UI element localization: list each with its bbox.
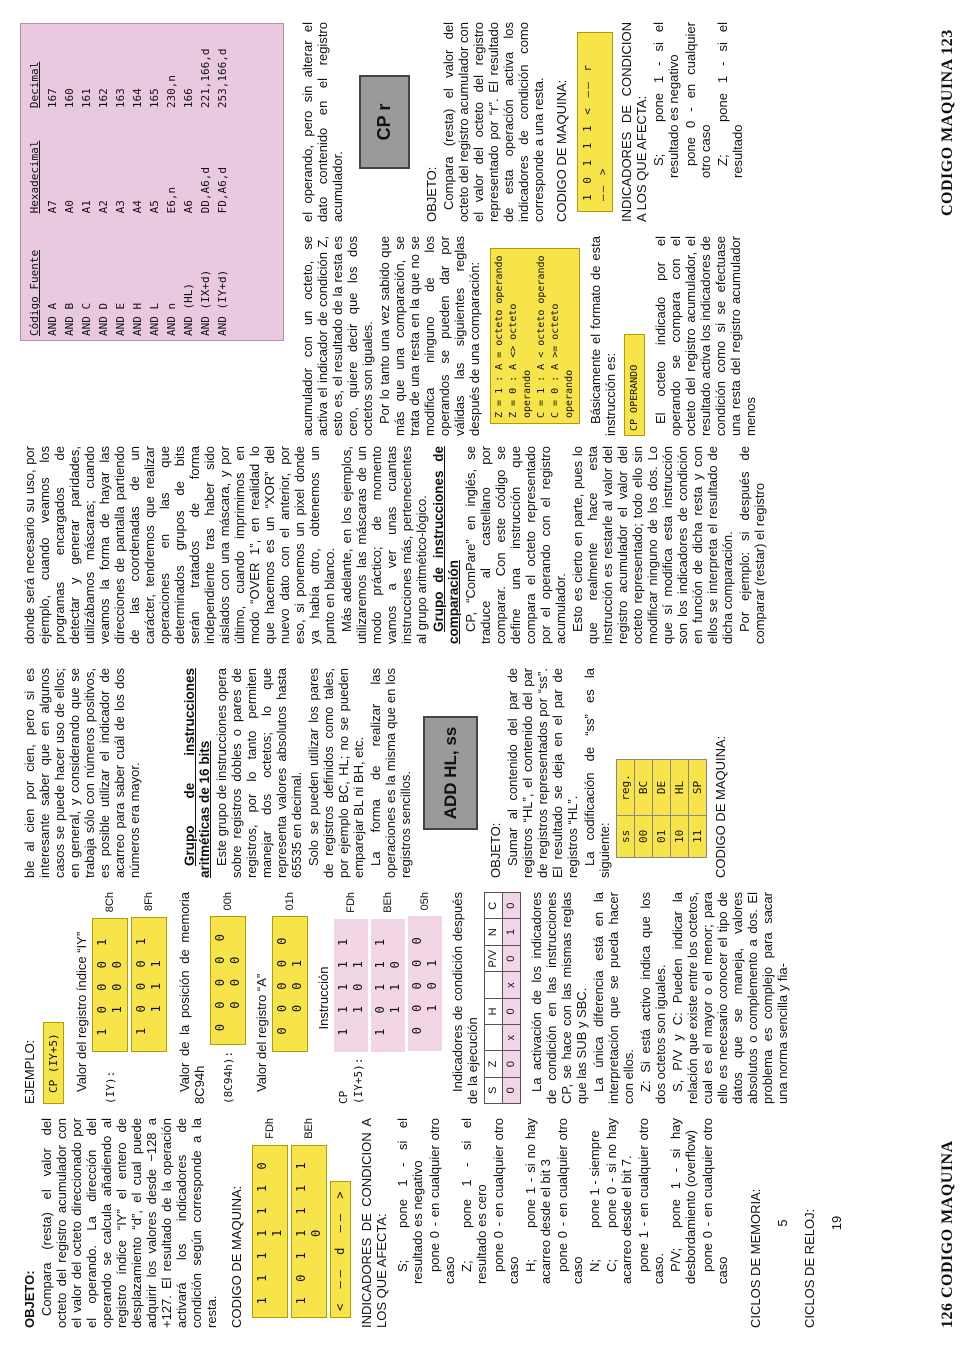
table-row (44, 24, 61, 340)
flag-text: pone 1 - si el resultado es cero (459, 1118, 489, 1284)
text-p3: Z: Si está activo indica que los dos octetos son iguales. (638, 892, 668, 1104)
ciclos-memoria-value: 5 (775, 1219, 790, 1227)
table-row (95, 24, 112, 340)
text-p3: Solo se pueden utilizar los pares de registros definidos como tales, por ejemplo BC, HL; no se pueden emparejar BL ni BH, etc. (306, 668, 366, 878)
table-cell: 167 (46, 88, 59, 109)
text-p4: S, P/V y C: Pueden indicar la relación que existe entre los octetos, cual es el mayor o el menor; para ello es necesario conocer el tipo de datos que se maneja, valores absolutos o complemento a dos. El problema es complejo para sacar una norma sencilla y fia- (670, 892, 790, 1104)
text-p2: Por lo tanto una vez sabido que más que una comparación, se trata de una resta en la que no se modifica ninguno de los operandos se pueden dar por válidas las siguientes reglas después de una comparación: (377, 236, 482, 436)
table-row (214, 24, 231, 340)
ss-code: 01 (653, 815, 671, 857)
flag-text: pone 1 - si no hay acarreo desde el bit 3 (523, 1118, 553, 1284)
flag-key: Z; (715, 154, 730, 166)
a-byte: 0 0 0 0 0 0 0 1 (272, 916, 308, 1051)
table-cell: FD,A6,d (216, 167, 229, 214)
table-cell: AND A (46, 302, 59, 336)
flag-key: P/V; (668, 1247, 683, 1272)
a-text: Valor del registro “A” (254, 973, 269, 1092)
iy-text: Valor del registro índice “IY” (74, 931, 89, 1092)
table-row (61, 24, 78, 340)
code-byte-1: 1 1 1 1 1 1 0 1 (252, 1145, 288, 1318)
table-row (78, 24, 95, 340)
ins-byte-1: 1 1 1 1 1 1 0 1 (334, 919, 368, 1052)
text-p4: La forma de realizar las operaciones es la misma que en los registros sencillos. (368, 668, 413, 878)
table-cell: A3 (114, 200, 127, 214)
mem-hex: 00h (221, 892, 234, 911)
cp-r-label: CP r (359, 75, 410, 169)
table-cell: AND (IX+d) (199, 269, 212, 336)
rule-line: C = 1 : A < octeto operando (536, 255, 547, 418)
text-p3: Básicamente el formato de esta instrucción es: (588, 236, 618, 436)
left-column-1 (22, 1118, 856, 1328)
flags-table (484, 892, 521, 1104)
ins-label: CP (IY+5): (337, 1057, 365, 1104)
table-cell: 162 (97, 88, 110, 109)
code-byte-2: 1 0 1 1 1 1 1 0 (291, 1145, 327, 1318)
codigo-title: CODIGO DE MAQUINA: (713, 735, 728, 878)
ejemplo-instruction: CP (IY+5) (43, 1022, 64, 1104)
flag-head: N (485, 919, 503, 945)
objeto-title: OBJETO: (424, 166, 439, 222)
table-header: Decimal (28, 61, 41, 109)
text-p5: Sumar al contenido del par de registros “HL”, el contenido del par de registros representados por “ss”. El resultado se deja en el par de registros “HL”. (505, 668, 580, 878)
flag-head: Z (485, 1051, 503, 1077)
text-p6: La codificación de “ss” es la siguiente: (582, 668, 612, 878)
footer-right: CODIGO MAQUINA 123 (939, 29, 956, 216)
and-code-table (20, 23, 284, 341)
ciclos-memoria-title: CICLOS DE MEMORIA: (748, 1188, 763, 1328)
flag-head (485, 1025, 503, 1051)
flag-text: pone 1 - si el resultado es negativo (651, 22, 681, 178)
text-p1: acumulador con un octeto, se activa el indicador de condición Z, esto es, el resultado de la resta es cero, quiere decir que los dos octetos son iguales. (300, 236, 375, 436)
table-cell: 221,166,d (199, 48, 212, 109)
text-p2: Más adelante, en los ejemplos, utilizaremos las máscaras de un modo práctico; de momento vamos a ver unas cuantas instrucciones más, pertenecientes al grupo aritmético-lógico. (339, 446, 429, 644)
flag-text: pone 0 - si no hay acarreo desde el bit 7. (604, 1118, 634, 1284)
table-header: Código Fuente (28, 249, 41, 336)
objeto-title: OBJETO: (488, 822, 503, 878)
table-cell: AND C (80, 302, 93, 336)
table-cell: AND L (148, 302, 161, 336)
rule-line: Z = 0 : A <> octeto operando (508, 303, 533, 418)
ss-reg: DE (653, 760, 671, 816)
flag-head: H (485, 998, 503, 1024)
objeto-title: OBJETO: (22, 1270, 37, 1328)
flag-value: 0 (503, 998, 521, 1024)
codigo-title: CODIGO DE MAQUINA: (554, 79, 569, 222)
table-cell: A4 (131, 200, 144, 214)
objeto-text: Compara (resta) el valor del octeto del registro acumulador con el valor del octeto direccionado por el operando. La dirección del operando se calcula añadiendo al registro índice “IY” el entero de desplazamiento “d”, el cual puede adquirir los valores desde −128 a +127. El resultado de la operación activará los indicadores de condición según corresponde a la resta. (39, 1118, 219, 1328)
table-cell: 166 (182, 88, 195, 109)
group-title-comparacion: Grupo de instrucciones de comparación (431, 446, 461, 644)
ss-reg: BC (635, 760, 653, 816)
flag-head: S (485, 1077, 503, 1103)
flag-value: x (503, 1025, 521, 1051)
instruccion-title: Instrucción (316, 966, 331, 1030)
flag-sub: pone 0 - en cualquier otro caso (555, 1118, 585, 1284)
table-cell: A1 (80, 200, 93, 214)
text-p4: El octeto indicado por el operando se compara con el octeto del registro acumulador, el resultado activa los indicadores de condición como si se efectuase una resta del registro acumulador menos (653, 236, 758, 436)
table-cell: 164 (131, 88, 144, 109)
ejemplo-title: EJEMPLO: (22, 1039, 37, 1104)
right-column-3 (300, 22, 747, 222)
rules-box (490, 248, 580, 424)
flag-key: S; (651, 153, 666, 166)
text-p3: CP, “ComPare” en inglés, se traduce al castellano por comparar. Con este código se define una instrucción que compara el octeto representado por el operando con el registro acumulador. (463, 446, 568, 644)
flag-key: S; (395, 1259, 410, 1272)
rule-line: Z = 1 : A = octeto operando (494, 255, 505, 418)
flags-list (395, 1118, 730, 1328)
left-column-3 (22, 668, 730, 878)
table-cell: A0 (63, 200, 76, 214)
code-bits: 1 0 1 1 1 < —— r —— > (577, 32, 613, 212)
ss-table (616, 759, 707, 858)
flag-text: pone 1 - si el resultado (715, 22, 745, 178)
table-cell: AND E (114, 302, 127, 336)
flag-value: 0 (503, 945, 521, 972)
ind-text: Indicadores de condición después de la ejecución (450, 892, 480, 1104)
code-hex-1: FDh (263, 1118, 276, 1139)
flag-value: x (503, 972, 521, 998)
group-title-16bit: Grupo de instrucciones aritméticas de 16 bits (182, 668, 212, 878)
ss-reg: HL (671, 760, 689, 816)
ss-head: ss (617, 815, 635, 857)
table-cell: 253,166,d (216, 48, 229, 109)
flag-sub: pone 1 - en cualquier otro caso. (636, 1118, 666, 1284)
flag-key: C; (604, 1259, 619, 1272)
ss-head: reg. (617, 760, 635, 816)
mem-label: (8C94h): (221, 1051, 235, 1104)
flag-text: pone 1 - siempre (587, 1130, 602, 1228)
table-cell: E6,n (165, 186, 178, 214)
mem-text: Valor de la posición de memoria 8C94h (177, 892, 207, 1104)
ss-code: 00 (635, 815, 653, 857)
text-p1: La activación de los indicadores de condición en las instrucciones CP, se hace con las mismas reglas que las SUB y SBC. (529, 892, 589, 1104)
format-box: CP OPERANDO (624, 334, 645, 436)
flag-value: 0 (503, 1051, 521, 1077)
flag-head: P/V (485, 945, 503, 972)
table-header: Hexadecimal (28, 140, 41, 214)
flag-value: 0 (503, 1077, 521, 1103)
iy-byte-2: 1 0 0 0 1 1 1 1 (131, 917, 167, 1052)
flag-key: N; (587, 1259, 602, 1272)
code-hex-2: BEh (302, 1118, 315, 1139)
ciclos-reloj-title: CICLOS DE RELOJ: (802, 1208, 817, 1328)
flag-sub: pone 0 - en cualquier otro caso (491, 1118, 521, 1284)
ss-code: 11 (689, 815, 707, 857)
indicadores-title: INDICADORES DE CONDICION A LOS QUE AFECTA: (359, 1118, 389, 1328)
code-byte-3: < —— d —— > (330, 1181, 351, 1318)
flag-text: pone 1 - si el resultado es negativo (395, 1118, 425, 1284)
table-cell: AND D (97, 302, 110, 336)
right-column-1 (22, 446, 769, 644)
ins-byte-3: 0 0 0 0 0 1 0 1 (408, 916, 442, 1051)
text-p1: donde será necesario su uso, por ejemplo, cuando veamos los programas encargados de detectar y generar paridades, utilizábamos máscaras; cuando veamos la forma de hayar las direcciones de pantalla partiendo de las coordenadas de un carácter, tendremos que realizar operaciones en las que determinados grupos de bits serán tratados de forma independiente tras haber sido aislados con una máscara, y por último, cuando imprimimos en modo “OVER 1”, en realidad lo que hacemos es un “XOR” del nuevo dato con el anterior, por eso, si ponemos un pixel donde ya había otro, obtenemos un punto en blanco. (22, 446, 337, 644)
indicadores-title: INDICADORES DE CONDICION A LOS QUE AFECTA: (619, 22, 649, 222)
rule-line: C = 0 : A >= octeto operando (550, 303, 575, 418)
flag-key: H; (523, 1259, 538, 1272)
flag-head (485, 972, 503, 998)
table-row (197, 24, 214, 340)
flag-sub: pone 0 - en cualquier otro caso (427, 1118, 457, 1284)
table-cell: AND (HL) (182, 283, 195, 336)
flag-sub: pone 0 - en cualquier otro caso (700, 1118, 730, 1284)
text-p2: Compara (resta) el valor del octeto del registro acumulador con el valor del octeto del registro representado por “r”. El resultado de esta operación activa los indicadores de condición como corresponde a una resta. (441, 22, 546, 222)
table-row (146, 24, 163, 340)
left-column-2 (22, 892, 792, 1104)
table-cell: AND B (63, 302, 76, 336)
text-p2: Este grupo de instrucciones opera sobre registros dobles o pares de registros, por lo tanto permiten manejar dos octetos; lo que representa valores absolutos hasta 65535 en decimal. (214, 668, 304, 878)
table-cell: AND H (131, 302, 144, 336)
footer-left: 126 CODIGO MAQUINA (939, 1140, 956, 1328)
table-cell: AND (IY+d) (216, 269, 229, 336)
table-row (180, 24, 197, 340)
table-row (129, 24, 146, 340)
iy-label: (IY): (103, 1070, 117, 1104)
table-cell: DD,A6,d (199, 167, 212, 214)
ss-code: 10 (671, 815, 689, 857)
text-p1: el operando, pero sin alterar el dato contenido en el registro acumulador. (300, 22, 345, 222)
table-cell: 161 (80, 88, 93, 109)
iy-hex-1: 8Ch (103, 892, 116, 913)
ins-hex-2: BEh (381, 892, 394, 913)
ins-hex-1: FDh (344, 892, 357, 913)
text-p5: Por ejemplo: si después de comparar (restar) el registro (737, 446, 767, 644)
a-hex: 01h (283, 892, 296, 911)
flag-text: pone 1 - si hay desbordamiento (overflow) (668, 1118, 698, 1284)
machine-code-block (252, 1118, 351, 1318)
table-cell: 160 (63, 88, 76, 109)
table-cell: 163 (114, 88, 127, 109)
ciclos-reloj-value: 19 (829, 1215, 844, 1231)
table-cell: A5 (148, 200, 161, 214)
flag-key: Z; (459, 1260, 474, 1272)
flag-value: 0 (503, 893, 521, 919)
table-cell: A7 (46, 200, 59, 214)
right-column-2 (300, 236, 760, 436)
mem-byte: 0 0 0 0 0 0 0 0 (210, 916, 246, 1045)
table-cell: AND n (165, 302, 178, 336)
iy-hex-2: 8Fh (142, 892, 155, 911)
table-cell: 165 (148, 88, 161, 109)
ins-byte-2: 1 0 1 1 1 1 1 0 (371, 919, 405, 1052)
add-hl-ss-label: ADD HL, ss (423, 716, 478, 830)
ss-reg: SP (689, 760, 707, 816)
text-p1: ble al cien por cien, pero si es interesante saber que en algunos casos se puede hacer uso de ellos; en general, y considerando que se trabaja sólo con números positivos, es posible utilizar el indicador de acarreo para saber cuál de los dos números era mayor. (22, 668, 142, 878)
table-row (163, 24, 180, 340)
table-row (112, 24, 129, 340)
flag-sub: pone 0 - en cualquier otro caso (683, 22, 713, 178)
flag-value: 1 (503, 919, 521, 945)
text-p2: La única diferencia está en la interpretación que se pueda hacer con ellos. (591, 892, 636, 1104)
table-cell: 230,n (165, 74, 178, 109)
text-p4: Esto es cierto en parte, pues lo que realmente hace esta instrucción es restarle al valor del registro acumulador el valor del octeto representado; todo ello sin modificar ninguno de los dos. Lo que sí modifica esta instrucción son los indicadores de condición en función de dicha resta y con ellos se interpreta el resultado de dicha comparación. (570, 446, 735, 644)
codigo-title: CODIGO DE MAQUINA: (229, 1185, 244, 1328)
table-cell: A6 (182, 200, 195, 214)
table-cell: A2 (97, 200, 110, 214)
iy-byte-1: 1 0 0 0 1 1 0 0 (92, 918, 128, 1052)
ins-hex-3: 05h (418, 892, 431, 911)
flag-head: C (485, 893, 503, 919)
